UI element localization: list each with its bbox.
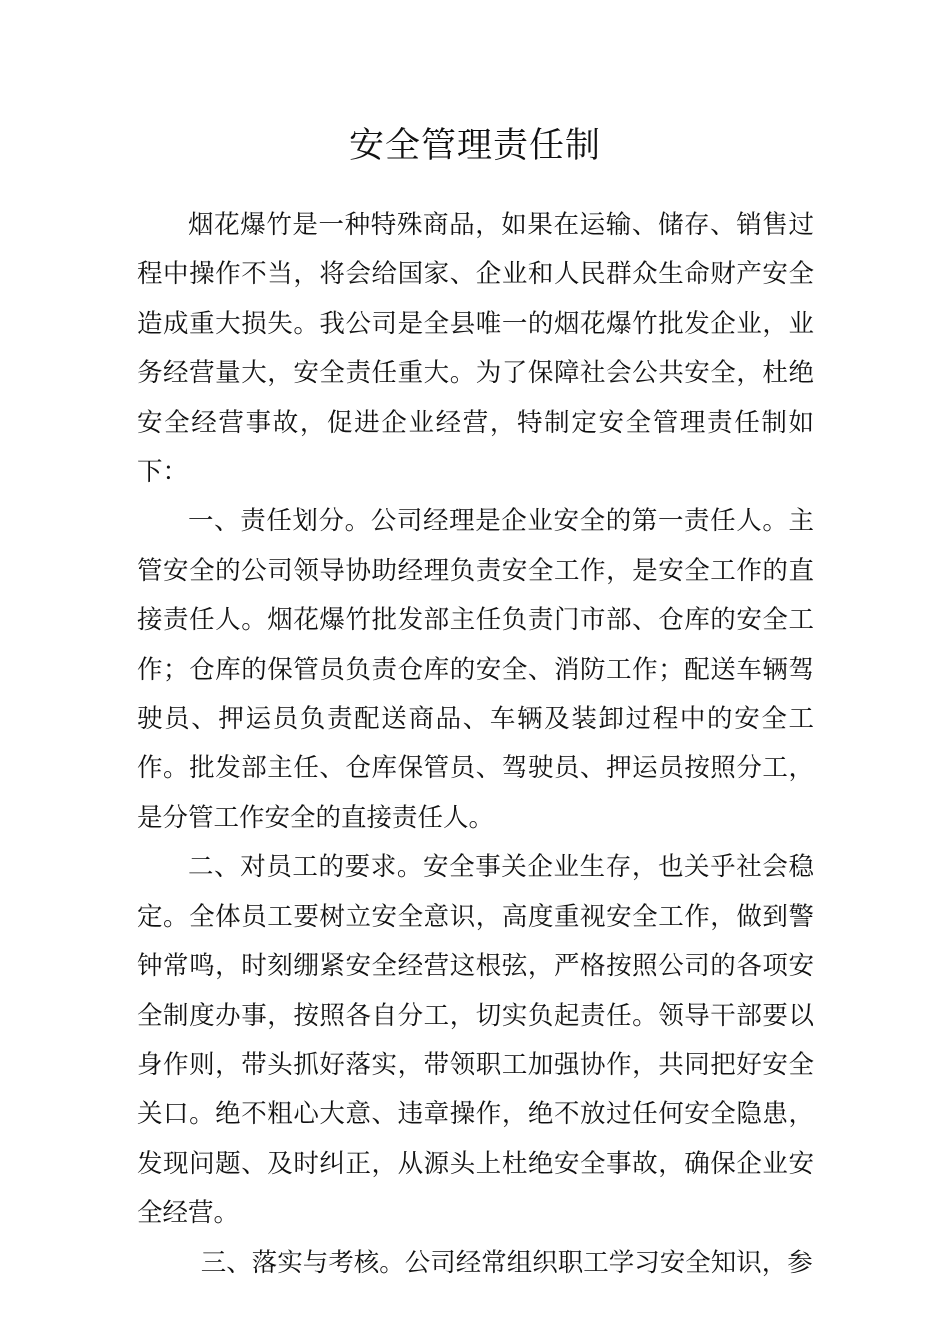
document-title: 安全管理责任制 <box>348 126 601 166</box>
paragraph-responsibility-division: 一、责任划分。公司经理是企业安全的第一责任人。主管安全的公司领导协助经理负责安全工作，是安全工作的直接责任人。烟花爆竹批发部主任负责门市部、仓库的安全工作；仓库的保管员负责仓库的安全、消防工作；配送车辆驾驶员、押运员负责配送商品、车辆及装卸过程中的安全工作。批发部主任、仓库保管员、驾驶员、押运员按照分工，是分管工作安全的直接责任人。 <box>137 506 814 833</box>
paragraph-implementation-assessment: 三、落实与考核。公司经常组织职工学习安全知识，参 <box>200 1247 813 1278</box>
paragraph-employee-requirements: 二、对员工的要求。安全事关企业生存，也关乎社会稳定。全体员工要树立安全意识，高度重视安全工作，做到警钟常鸣，时刻绷紧安全经营这根弦，严格按照公司的各项安全制度办事，按照各自分工，切实负起责任。领导干部要以身作则，带头抓好落实，带领职工加强协作，共同把好安全关口。绝不粗心大意、违章操作，绝不放过任何安全隐患，发现问题、及时纠正，从源头上杜绝安全事故，确保企业安全经营。 <box>137 852 814 1229</box>
document-body <box>137 201 814 1288</box>
paragraph-intro: 烟花爆竹是一种特殊商品，如果在运输、储存、销售过程中操作不当，将会给国家、企业和人民群众生命财产安全造成重大损失。我公司是全县唯一的烟花爆竹批发企业，业务经营量大，安全责任重大。为了保障社会公共安全，杜绝安全经营事故，促进企业经营，特制定安全管理责任制如下： <box>137 210 814 488</box>
